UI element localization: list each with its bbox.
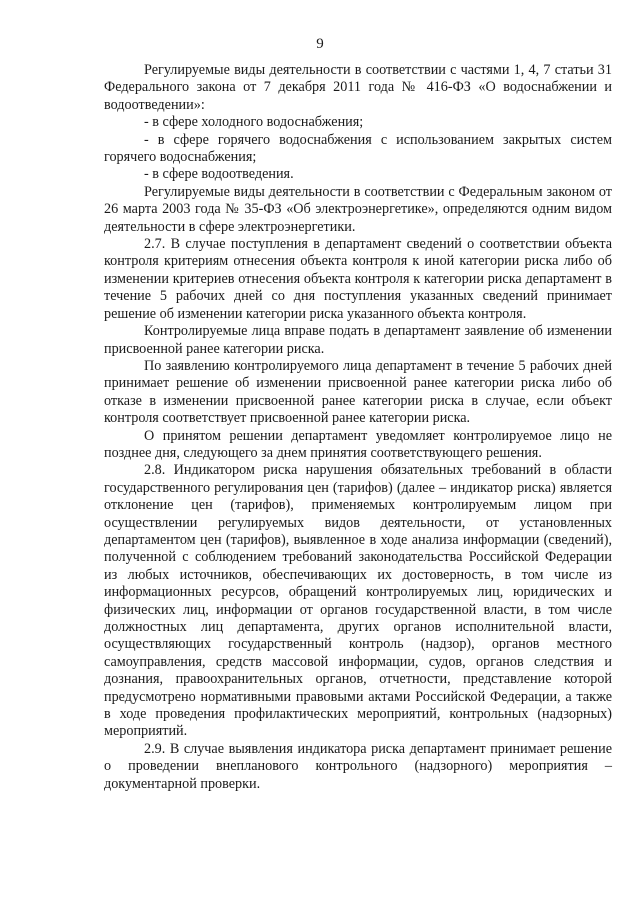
list-item-hot-water: - в сфере горячего водоснабжения с использованием закрытых систем горячего водоснабжения; [104,131,612,166]
paragraph-regulated-water: Регулируемые виды деятельности в соответствии с частями 1, 4, 7 статьи 31 Федерального закона от 7 декабря 2011 года № 416-ФЗ «О водоснабжении и водоотведении»: [104,62,612,113]
page-number: 9 [316,36,324,52]
paragraph-application-decision: По заявлению контролируемого лица департамент в течение 5 рабочих дней принимает решение об изменении присвоенной ранее категории риска либо об отказе в изменении присвоенной ранее категории риска в случае, если объект контроля соответствует присвоенной ранее категории риска. [104,357,612,427]
list-item-drainage: - в сфере водоотведения. [144,166,294,183]
paragraph-2-7: 2.7. В случае поступления в департамент сведений о соответствии объекта контроля критериям отнесения объекта контроля к иной категории риска либо об изменении критериев отнесения объекта контроля к категории риска департамент в течение 5 рабочих дней со дня поступления указанных сведений принимает решение об изменении категории риска указанного объекта контроля. [104,236,612,322]
paragraph-2-8: 2.8. Индикатором риска нарушения обязательных требований в области государственного регулирования цен (тарифов) (далее – индикатор риска) является отклонение цен (тарифов), применяемых контролируемым лицом при осуществлении регулируемых видов деятельности, от установленных департаментом цен (тарифов), выявленное в ходе анализа информации (сведений), полученной с соблюдением требований законодательства Российской Федерации из любых источников, обеспечивающих их достоверность, в том числе из информационных ресурсов, обращений контролируемых лиц, юридических и физических лиц, информации от органов государственной власти, в том числе должностных лиц департамента, других органов исполнительной власти, осуществляющих государственный контроль (надзор), органов местного самоуправления, средств массовой информации, судов, органов следствия и дознания, правоохранительных органов, отчетности, представление которой предусмотрено нормативными правовыми актами Российской Федерации, а также в ходе проведения профилактических мероприятий, контрольных (надзорных) мероприятий. [104,462,612,740]
paragraph-application-right: Контролируемые лица вправе подать в департамент заявление об изменении присвоенной ранее категории риска. [104,323,612,357]
paragraph-regulated-electricity: Регулируемые виды деятельности в соответствии с Федеральным законом от 26 марта 2003 года № 35-ФЗ «Об электроэнергетике», определяются одним видом деятельности в сфере электроэнергетики. [104,183,612,235]
document-body [104,62,612,793]
paragraph-2-9: 2.9. В случае выявления индикатора риска департамент принимает решение о проведении внепланового контрольного (надзорного) мероприятия – документарной проверки. [104,740,612,792]
list-item-cold-water: - в сфере холодного водоснабжения; [144,114,364,131]
paragraph-notification: О принятом решении департамент уведомляет контролируемое лицо не позднее дня, следующего за днем принятия соответствующего решения. [104,427,612,461]
